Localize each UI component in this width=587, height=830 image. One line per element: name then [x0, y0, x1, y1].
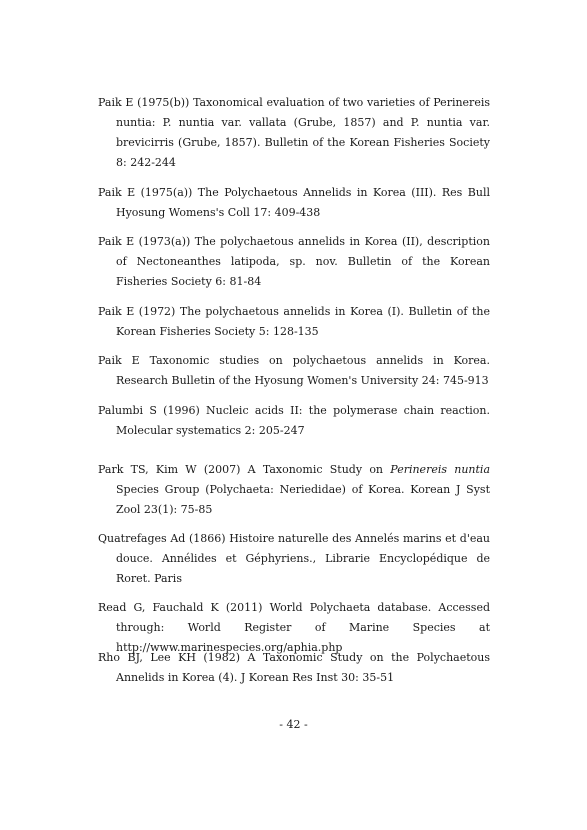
reference-entry-paik-1972: Paik E (1972) The polychaetous annelids in Korea (I). Bulletin of the Korean Fisheries Society 5: 128-135	[98, 305, 490, 338]
reference-entry-paik-1973a: Paik E (1973(a)) The polychaetous annelids in Korea (II), description of Nectoneanthes latipoda, sp. nov. Bulletin of the Korean Fisheries Society 6: 81-84	[98, 235, 490, 288]
species-name-italic: Perinereis nuntia	[390, 463, 490, 476]
reference-entry-quatrefages-1866: Quatrefages Ad (1866) Histoire naturelle des Annelés marins et d'eau douce. Annélides et Géphyriens., Librarie Encyclopédique de Roret. Paris	[98, 532, 490, 585]
reference-entry-palumbi-1996: Palumbi S (1996) Nucleic acids II: the polymerase chain reaction. Molecular systematics 2: 205-247	[98, 404, 490, 437]
reference-text-after-species: Species Group (Polychaeta: Neriedidae) of Korea. Korean J Syst Zool 23(1): 75-85	[116, 483, 490, 516]
reference-entry-read-fauchald-2011: Read G, Fauchald K (2011) World Polychaeta database. Accessed through: World Register of Marine Species at http://www.marinespecies.org/aphia.php	[98, 601, 490, 654]
page-number: - 42 -	[279, 718, 308, 731]
reference-entry-park-kim-2007	[98, 460, 490, 520]
reference-entry-paik-taxonomic: Paik E Taxonomic studies on polychaetous annelids in Korea. Research Bulletin of the Hyosung Women's University 24: 745-913	[98, 354, 490, 387]
reference-entry-rho-lee-1982: Rho BJ, Lee KH (1982) A Taxonomic Study on the Polychaetous Annelids in Korea (4). J Korean Res Inst 30: 35-51	[98, 651, 490, 684]
reference-entry-paik-1975a: Paik E (1975(a)) The Polychaetous Annelids in Korea (III). Res Bull Hyosung Womens's Coll 17: 409-438	[98, 186, 490, 219]
reference-text-before-species: Park TS, Kim W (2007) A Taxonomic Study on	[98, 463, 391, 476]
reference-entry-paik-1975b: Paik E (1975(b)) Taxonomical evaluation of two varieties of Perinereis nuntia: P. nuntia var. vallata (Grube, 1857) and P. nuntia var. brevicirris (Grube, 1857). Bulletin of the Korean Fisheries Society 8: 242-244	[98, 96, 490, 169]
